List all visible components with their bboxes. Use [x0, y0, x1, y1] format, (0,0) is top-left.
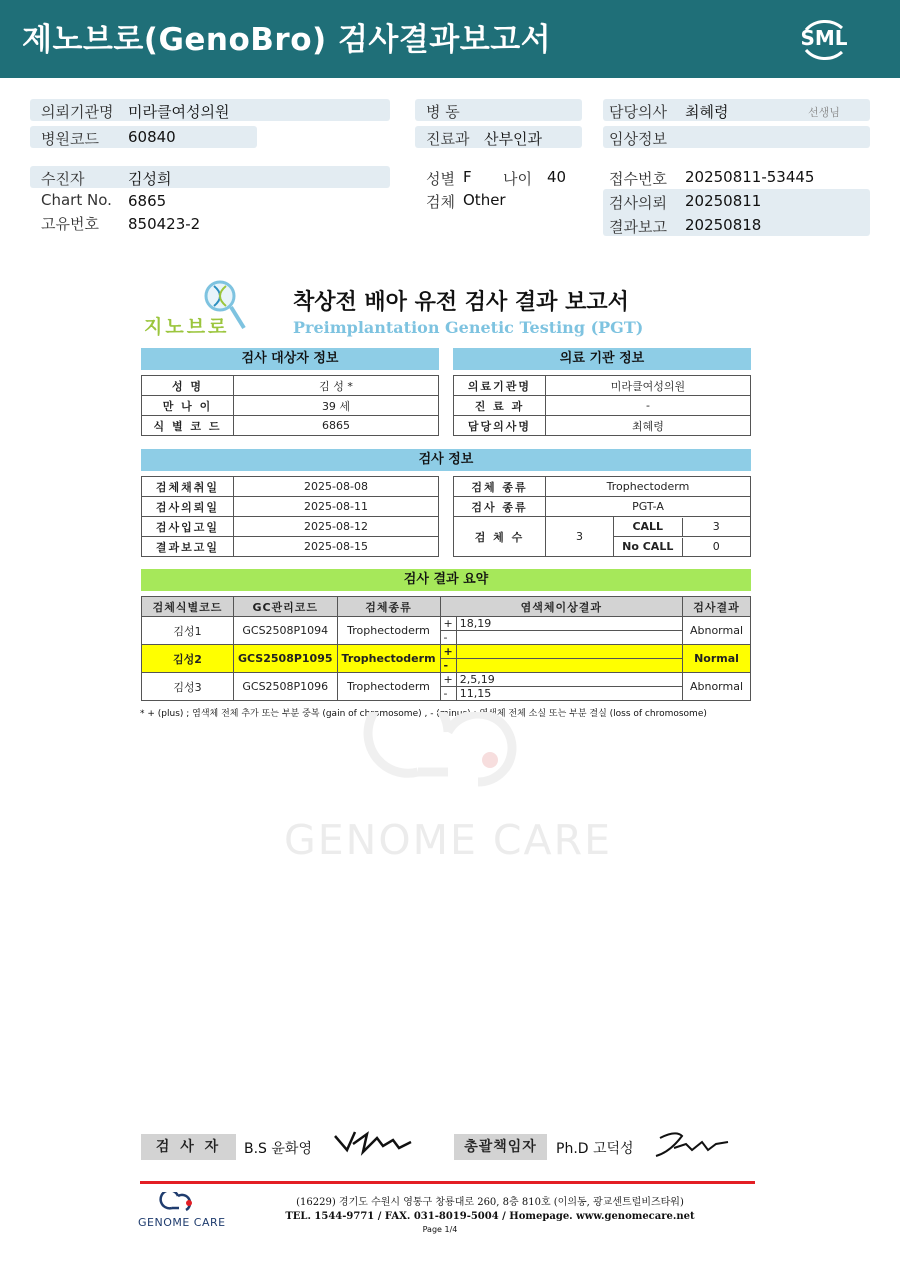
report-subtitle: Preimplantation Genetic Testing (PGT): [293, 318, 644, 337]
doctor-suffix: 선생님: [808, 106, 840, 119]
minus-sign: -: [440, 687, 456, 701]
gc-code: GCS2508P1094: [234, 617, 338, 645]
footer-logo: [138, 1192, 230, 1232]
ward-label: 병 동: [426, 103, 460, 121]
gc-code: GCS2508P1095: [234, 645, 338, 673]
test-type-label: 검사 종류: [454, 497, 546, 517]
table-row: [142, 617, 751, 631]
nocall-subtable: [614, 538, 750, 556]
report-date-label: 결과보고: [609, 218, 667, 236]
subject-id: 6865: [234, 416, 439, 436]
test-type: PGT-A: [546, 497, 751, 517]
subject-name-label: 성 명: [142, 376, 234, 396]
sml-logo-text: SML: [800, 26, 848, 50]
test-type-table: [453, 476, 751, 557]
page-title: 제노브로(GenoBro) 검사결과보고서: [22, 22, 552, 58]
call-count: 3: [712, 520, 720, 533]
loss-chromosomes: [456, 631, 682, 645]
test-result: Abnormal: [683, 673, 751, 701]
patient-name: 김성희: [128, 170, 172, 188]
requesting-institution: 미라클여성의원: [128, 103, 230, 121]
legend-note: * + (plus) ; 염색체 전체 추가 또는 부분 중복 (gain of chromosome) , - (minus) ; 염색체 전체 소실 또는 부분 결실 (loss of chromosome): [140, 709, 707, 719]
sex-label: 성별: [426, 170, 455, 188]
genome-care-watermark-icon: [278, 712, 618, 812]
request-date: 2025-08-11: [234, 497, 439, 517]
nocall-label: No CALL: [614, 538, 682, 556]
report-title: 착상전 배아 유전 검사 결과 보고서: [293, 290, 629, 315]
call-label: CALL: [614, 518, 682, 536]
minus-sign: -: [440, 631, 456, 645]
watermark: [278, 712, 618, 862]
subject-id-label: 식 별 코 드: [142, 416, 234, 436]
institution-info-table: [453, 375, 751, 436]
subject-info-header: 검사 대상자 정보: [141, 348, 439, 370]
minus-sign: -: [440, 659, 456, 673]
institution-dept-label: 진 료 과: [454, 396, 546, 416]
table-row: [142, 645, 751, 659]
department-label: 진료과: [426, 130, 470, 148]
receive-date: 2025-08-12: [234, 517, 439, 537]
institution-doctor-label: 담당의사명: [454, 416, 546, 436]
genome-care-logo-icon: [138, 1192, 230, 1216]
examiner-signature-icon: [333, 1128, 413, 1158]
subject-info-table: [141, 375, 439, 436]
specimen-count: 3: [546, 517, 614, 557]
doctor-name: 최혜령: [685, 103, 729, 121]
specimen-type-label: 검체 종류: [454, 477, 546, 497]
specimen-id: 김성1: [142, 617, 234, 645]
subject-name: 김 성 *: [234, 376, 439, 396]
test-info-header: 검사 정보: [141, 449, 751, 471]
col-chromosome-result: 염색체이상결과: [440, 597, 682, 617]
clinical-info-label: 임상정보: [609, 130, 667, 148]
col-specimen-type: 검체종류: [337, 597, 440, 617]
request-date-label: 검사의뢰: [609, 194, 667, 212]
test-result: Normal: [683, 645, 751, 673]
watermark-text: GENOME CARE: [284, 816, 612, 864]
hospital-code: 60840: [128, 128, 176, 146]
specimen-type: Trophectoderm: [337, 645, 440, 673]
institution-info-header: 의료 기관 정보: [453, 348, 751, 370]
unique-no: 850423-2: [128, 215, 201, 233]
collect-date-label: 검체채취일: [142, 477, 234, 497]
director-label: 총괄책임자: [454, 1134, 547, 1160]
nocall-cell: [614, 537, 751, 557]
result-date: 2025-08-15: [234, 537, 439, 557]
unique-no-label: 고유번호: [41, 215, 99, 233]
result-date-label: 결과보고일: [142, 537, 234, 557]
collect-date: 2025-08-08: [234, 477, 439, 497]
footer-address-block: [240, 1196, 740, 1224]
specimen: Other: [463, 191, 506, 209]
call-cell: [614, 517, 751, 537]
subject-age: 39 세: [234, 396, 439, 416]
summary-table: [141, 596, 751, 701]
sml-logo: [796, 14, 852, 64]
specimen-type: Trophectoderm: [337, 673, 440, 701]
department: 산부인과: [484, 130, 542, 148]
requesting-institution-label: 의뢰기관명: [41, 103, 114, 121]
receipt-no-label: 접수번호: [609, 170, 667, 188]
genobro-logo-text: 지노브로: [144, 316, 230, 338]
plus-sign: +: [440, 673, 456, 687]
sex: F: [463, 168, 472, 186]
institution-dept: -: [546, 396, 751, 416]
loss-chromosomes: [456, 659, 682, 673]
summary-header: 검사 결과 요약: [141, 569, 751, 591]
age-label: 나이: [503, 170, 532, 188]
report-date: 20250818: [685, 216, 762, 234]
age: 40: [547, 168, 567, 186]
table-row: [142, 673, 751, 687]
specimen-label: 검체: [426, 193, 455, 211]
specimen-id: 김성3: [142, 673, 234, 701]
specimen-type: Trophectoderm: [546, 477, 751, 497]
footer-logo-text: GENOME CARE: [138, 1216, 226, 1229]
gc-code: GCS2508P1096: [234, 673, 338, 701]
institution-name: 미라클여성의원: [546, 376, 751, 396]
col-gc-code: GC관리코드: [234, 597, 338, 617]
chart-no-label: Chart No.: [41, 191, 112, 209]
chart-no: 6865: [128, 192, 167, 210]
footer-address: (16229) 경기도 수원시 영통구 창룡대로 260, 8층 810호 (이의동, 광교센트럴비즈타워): [296, 1197, 684, 1208]
nocall-count: 0: [712, 540, 720, 553]
request-date-label: 검사의뢰일: [142, 497, 234, 517]
doctor-label: 담당의사: [609, 103, 667, 121]
request-date: 20250811: [685, 192, 762, 210]
col-test-result: 검사결과: [683, 597, 751, 617]
test-dates-table: [141, 476, 439, 557]
gain-chromosomes: 2,5,19: [456, 673, 682, 687]
gain-chromosomes: [456, 645, 682, 659]
receive-date-label: 검사입고일: [142, 517, 234, 537]
institution-doctor: 최혜령: [546, 416, 751, 436]
test-result: Abnormal: [683, 617, 751, 645]
gain-chromosomes: 18,19: [456, 617, 682, 631]
specimen-count-label: 검 체 수: [454, 517, 546, 557]
specimen-type: Trophectoderm: [337, 617, 440, 645]
institution-name-label: 의료기관명: [454, 376, 546, 396]
subject-age-label: 만 나 이: [142, 396, 234, 416]
title-bar: [0, 0, 900, 78]
hospital-code-label: 병원코드: [41, 130, 99, 148]
call-subtable: [614, 518, 750, 536]
director-signature-icon: [652, 1128, 732, 1160]
patient-label: 수진자: [41, 170, 85, 188]
loss-chromosomes: 11,15: [456, 687, 682, 701]
examiner-label: 검 사 자: [141, 1134, 236, 1160]
plus-sign: +: [440, 645, 456, 659]
specimen-id: 김성2: [142, 645, 234, 673]
receipt-no: 20250811-53445: [685, 168, 815, 186]
examiner-name: B.S 윤화영: [244, 1141, 312, 1157]
footer-contact: TEL. 1544-9771 / FAX. 031-8019-5004 / Homepage. www.genomecare.net: [285, 1211, 695, 1222]
genobro-logo: [140, 278, 252, 338]
plus-sign: +: [440, 617, 456, 631]
page-number: Page 1/4: [422, 1225, 458, 1234]
footer-divider: [140, 1181, 755, 1184]
director-name: Ph.D 고덕성: [556, 1141, 634, 1157]
col-specimen-id: 검체식별코드: [142, 597, 234, 617]
